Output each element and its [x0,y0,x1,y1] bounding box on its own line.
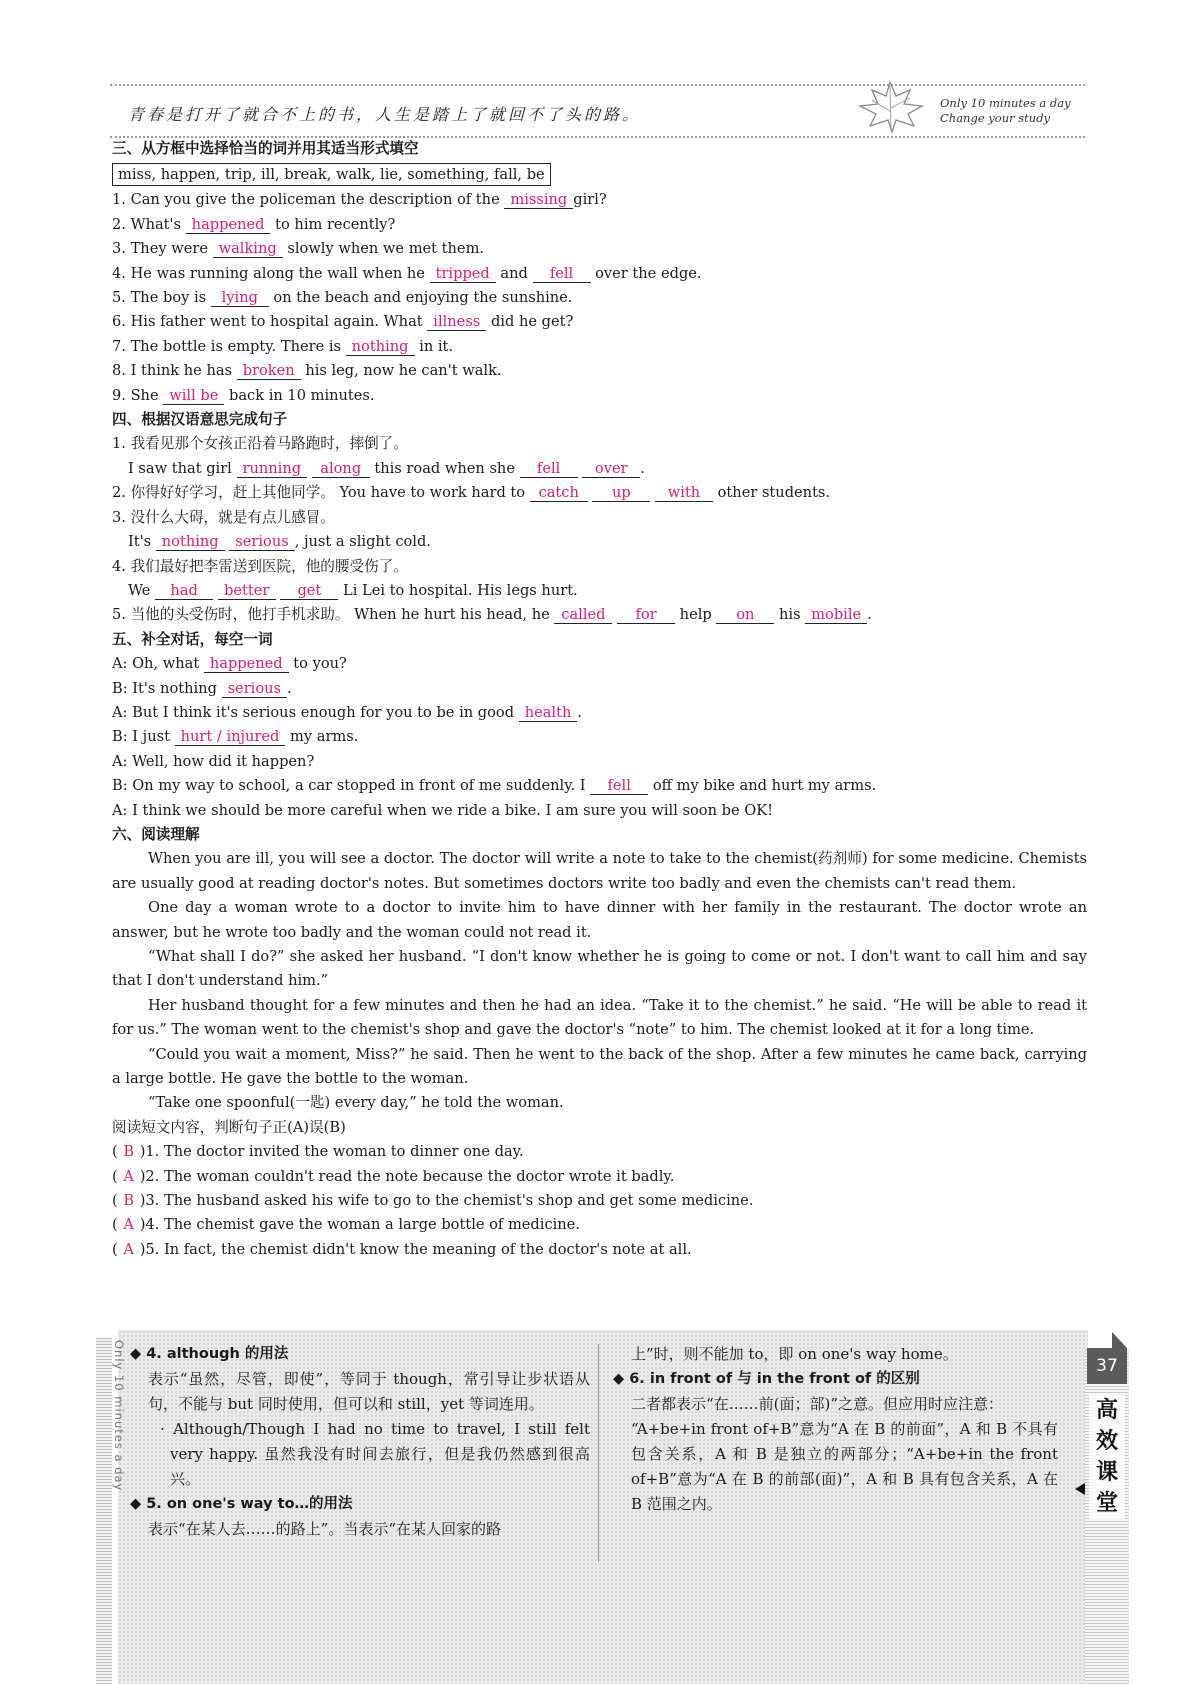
s5-text: A: But I think it's serious enough for you to be in good [112,703,515,721]
note-6-body-2: “A+be+in front of+B”意为“A 在 B 的前面”，A 和 B 不具有包含关系，A 和 B 是独立的两部分；“A+be+in the front of+B”意为“A 在 B 的前部(面)”，A 和 B 具有包含关系，A 在 B 范围之内。 [631,1420,1058,1513]
s3-answer: illness [427,313,486,331]
s3-text: over the edge. [595,264,702,282]
s3-answer: walking [213,240,283,258]
tf-answer: B [123,1192,135,1210]
s5-answer: hurt / injured [175,728,286,746]
s3-answer: broken [237,362,301,380]
maple-leaf-icon [850,78,930,134]
tf-text: )5. In fact, the chemist didn't know the meaning of the doctor's note at all. [139,1240,692,1258]
s3-text: and [500,264,528,282]
section5-title: 五、补全对话，每空一词 [112,630,273,648]
s3-item-7 [112,335,1087,359]
s5-line-6 [112,774,1087,798]
tf-text: )1. The doctor invited the woman to dinner one day. [139,1143,524,1161]
s5-line-3 [112,701,1087,725]
s4-answer: serious [229,533,294,551]
tf-text: )4. The chemist gave the woman a large bottle of medicine. [139,1216,580,1234]
s4-text: It's [128,533,152,551]
tf-item: ( B )1. The doctor invited the woman to dinner one day. [112,1140,1087,1164]
s5-line-7: A: I think we should be more careful when we ride a bike. I am sure you will soon be OK! [112,801,773,819]
s3-answer: will be [163,387,224,405]
s5-text: to you? [293,655,347,673]
tf-text: )3. The husband asked his wife to go to the chemist's shop and get some medicine. [139,1192,754,1210]
section6-title: 六、阅读理解 [112,825,200,843]
s3-text: slowly when we met them. [287,240,485,258]
reading-paragraph: When you are ill, you will see a doctor. The doctor will write a note to take to the chemist(药剂师) for some medicine. Chemists are usually good at reading doctor's notes. But sometimes doctors write too badly and even the chemists can't read them. [112,850,1087,892]
s4-text: Li Lei to hospital. His legs hurt. [343,581,578,599]
s4-text: You have to work hard to [339,484,526,502]
s4-q3-chinese: 3. 没什么大碍，就是有点儿感冒。 [112,508,335,526]
s5-answer: serious [222,680,287,698]
header-tag-line1: Only 10 minutes a day [940,96,1071,110]
s5-text: . [577,703,582,721]
page-header [110,84,1085,138]
s3-item-1 [112,188,1087,212]
grammar-notes-box [112,1330,1088,1684]
s4-q4-english [112,579,1087,603]
note-4-body: 表示“虽然，尽管，即使”，等同于 though，常引导让步状语从句，不能与 but 同时使用，但可以和 still，yet 等词连用。 [148,1370,590,1413]
word-box: miss, happen, trip, ill, break, walk, lie, something, fall, be [112,163,551,186]
s4-answer: called [554,606,612,624]
reading-paragraph: “What shall I do?” she asked her husband. “I don't know whether he is going to come or not. I don't want to call him and say that I don't understand him.” [112,948,1087,990]
s4-answer: had [155,582,213,600]
s5-answer: happened [204,655,289,673]
s3-answer: fell [533,265,591,283]
s4-text: , just a slight cold. [294,533,431,551]
note-4-title: ◆ 4. although 的用法 [130,1346,289,1362]
s5-text: . [287,679,292,697]
s3-text: 3. They were [112,240,208,258]
tf-answer: A [123,1167,134,1185]
s4-answer: with [655,484,713,502]
note-6-body: 二者都表示“在……前(面；部)”之意。但应用时应注意： [631,1395,1004,1413]
sidebar-vertical-title [1089,1395,1125,1519]
s3-text: 1. Can you give the policeman the description of the [112,191,500,209]
s3-item-6 [112,310,1087,334]
sidebar-title-char: 效 [1095,1429,1118,1454]
s3-text: back in 10 minutes. [229,386,375,404]
reading-paragraph: Her husband thought for a few minutes and then he had an idea. “Take it to the chemist.” he said. “He will be able to read it for us.” The woman went to the chemist's shop and gave the doctor's “note” to him. The chemist looked at it for a long time. [112,996,1087,1039]
s4-answer: nothing [156,533,225,551]
s3-text: 5. The boy is [112,289,207,307]
s4-q1-chinese: 1. 我看见那个女孩正沿着马路跑时，摔倒了。 [112,435,408,453]
s3-text: 2. What's [112,215,182,233]
s4-text: other students. [717,484,831,502]
tf-answer: A [123,1216,134,1234]
header-tag-line2: Change your study [940,111,1051,125]
footer-side-bar [96,1338,112,1684]
s5-line-4 [112,725,1087,749]
s5-text: A: Oh, what [112,655,200,673]
s3-item-2 [112,213,1087,237]
note-6-title: ◆ 6. in front of 与 in the front of 的区别 [613,1371,920,1387]
note-4-example: · Although/Though I had no time to travel, I still felt very happy. 虽然我没有时间去旅行，但是我仍然感到很高兴。 [160,1420,590,1488]
section3-title: 三、从方框中选择恰当的词并用其适当形式填空 [112,140,419,157]
s4-answer: catch [530,484,588,502]
exercise-content [112,137,1087,1262]
s3-text: on the beach and enjoying the sunshine. [273,289,573,307]
s5-text: B: It's nothing [112,679,217,697]
sidebar-title-char: 课 [1095,1460,1118,1485]
s4-answer: get [280,582,338,600]
s4-text: his [779,606,801,624]
section4-title: 四、根据汉语意思完成句子 [112,411,288,429]
s4-answer: along [312,460,370,478]
s3-item-4 [112,262,1087,286]
s4-answer: over [582,460,640,478]
s3-text: in it. [419,337,454,355]
s4-answer: better [218,582,276,600]
s4-q2-chinese: 2. 你得好好学习，赶上其他同学。 [112,484,335,502]
s4-answer: on [716,606,774,624]
s4-text: this road when she [374,459,515,477]
s4-q4-chinese: 4. 我们最好把李雷送到医院，他的腰受伤了。 [112,557,408,575]
s4-text: I saw that girl [128,459,232,477]
s5-text: B: I just [112,728,170,746]
s4-answer: mobile [805,606,867,624]
s4-answer: running [237,460,308,478]
s3-item-5 [112,286,1087,310]
tf-answer: A [123,1240,134,1258]
reading-paragraph: “Take one spoonful(一匙) every day,” he told the woman. [148,1094,564,1112]
s3-answer: happened [186,216,271,234]
s3-text: to him recently? [275,215,396,233]
notes-left-column [130,1342,590,1542]
s3-item-9 [112,384,1087,408]
pointer-triangle-icon [1075,1483,1085,1495]
s5-answer: health [519,704,578,722]
s5-line-5: A: Well, how did it happen? [112,752,315,770]
s4-text: When he hurt his head, he [354,606,550,624]
s3-text: did he get? [490,313,574,331]
s3-item-8 [112,359,1087,383]
s3-text: his leg, now he can't walk. [305,362,502,380]
note-5-body: 表示“在某人去……的路上”。当表示“在某人回家的路 [148,1520,502,1538]
s3-text: 6. His father went to hospital again. What [112,313,423,331]
s3-answer: tripped [430,265,496,283]
s3-text: 7. The bottle is empty. There is [112,337,342,355]
tf-text: )2. The woman couldn't read the note because the doctor wrote it badly. [139,1167,675,1185]
s4-q1-english [112,457,1087,481]
reading-paragraph: One day a woman wrote to a doctor to invite him to have dinner with her family in the restaurant. The doctor wrote an answer, but he wrote too badly and the woman could not read it. [112,899,1087,941]
page-number: 37 [1087,1348,1127,1384]
tf-answer: B [123,1143,135,1161]
s5-line-2 [112,677,1087,701]
sidebar-title-char: 高 [1095,1398,1118,1423]
s4-q5 [112,603,1087,627]
note-5-title: ◆ 5. on one's way to…的用法 [130,1496,353,1512]
notes-right-column [613,1342,1058,1517]
s4-answer: for [617,606,675,624]
s3-text: 4. He was running along the wall when he [112,264,425,282]
s3-answer: nothing [346,338,415,356]
sidebar-title-char: 堂 [1095,1491,1118,1516]
s5-text: B: On my way to school, a car stopped in front of me suddenly. I [112,777,586,795]
tf-item: ( A )4. The chemist gave the woman a large bottle of medicine. [112,1213,1087,1237]
s4-text: We [128,581,151,599]
notes-divider [598,1344,599,1562]
header-motto: 青春是打开了就合不上的书，人生是踏上了就回不了头的路。 [128,105,642,124]
reading-paragraph: “Could you wait a moment, Miss?” he said. Then he went to the back of the shop. After a few minutes he came back, carrying a large bottle. He gave the bottle to the woman. [112,1045,1087,1088]
s3-text: 8. I think he has [112,362,233,380]
s5-line-1 [112,652,1087,676]
tf-item: ( A )2. The woman couldn't read the note because the doctor wrote it badly. [112,1165,1087,1189]
note-5-continued: 上”时，则不能加 to，即 on one's way home。 [631,1345,958,1363]
s4-answer: fell [520,460,578,478]
footer-side-text: Only 10 minutes a day [112,1340,126,1492]
s3-text: 9. She [112,386,159,404]
s5-text: off my bike and hurt my arms. [652,777,877,795]
tf-item: ( A )5. In fact, the chemist didn't know the meaning of the doctor's note at all. [112,1238,1087,1262]
tf-instruction: 阅读短文内容，判断句子正(A)误(B) [112,1118,346,1136]
s4-q3-english [112,530,1087,554]
s4-q5-chinese: 5. 当他的头受伤时，他打手机求助。 [112,606,350,624]
s4-text: help [679,606,712,624]
s4-answer: up [592,484,650,502]
s3-answer: lying [211,289,269,307]
s3-item-3 [112,237,1087,261]
s3-text: girl? [573,191,607,209]
s4-q2 [112,481,1087,505]
s4-text: . [640,459,645,477]
tf-item: ( B )3. The husband asked his wife to go to the chemist's shop and get some medicine. [112,1189,1087,1213]
header-tagline [940,96,1071,126]
page-corner-fold [1112,1332,1127,1348]
s4-text: . [867,606,872,624]
s3-answer: missing [504,191,573,209]
s5-text: my arms. [290,728,359,746]
s5-answer: fell [590,777,648,795]
